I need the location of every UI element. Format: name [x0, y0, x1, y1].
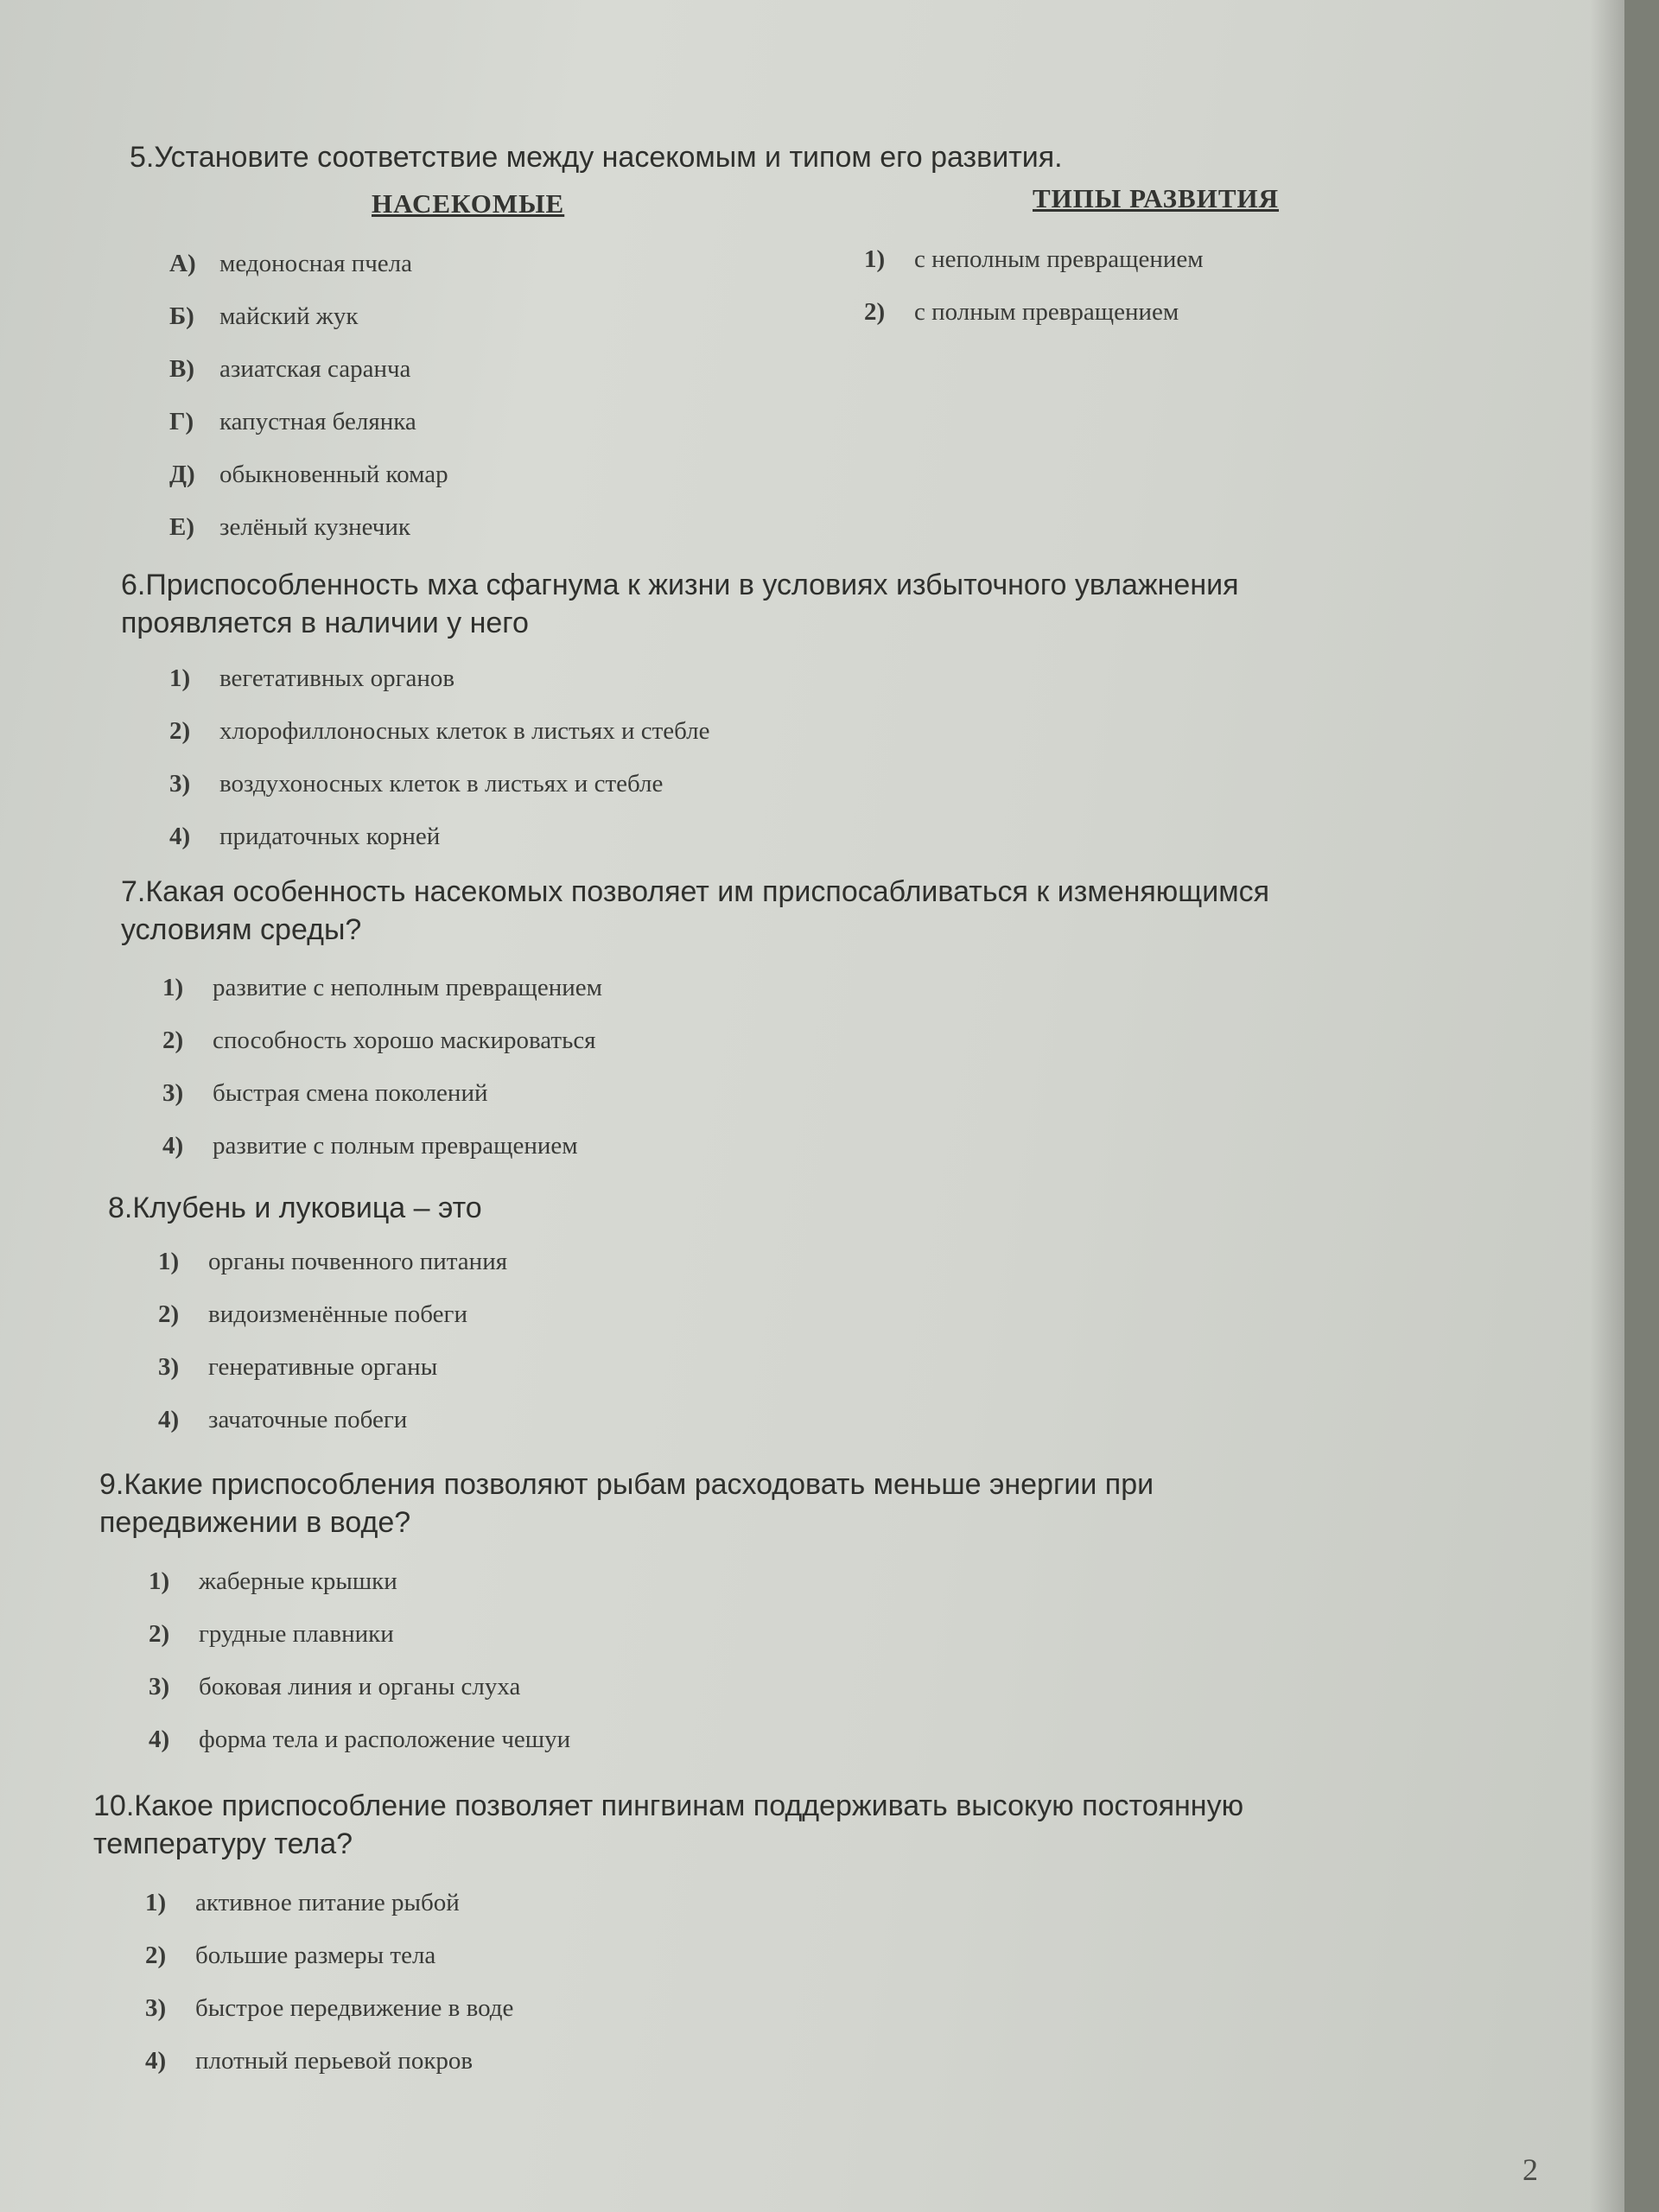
list-item: [158, 1394, 1195, 1446]
option-key: 4): [149, 1726, 170, 1753]
question-8-text: 8.Клубень и луковица – это: [108, 1192, 482, 1224]
question-6: [121, 566, 1624, 642]
option-key: 3): [145, 1994, 167, 2022]
list-item: [169, 705, 1206, 758]
option-key: 2): [149, 1620, 170, 1648]
list-item: [169, 501, 774, 554]
list-item: [169, 810, 1206, 863]
option-key: 2): [162, 1027, 184, 1054]
development-types-column-header: ТИПЫ РАЗВИТИЯ: [1033, 183, 1280, 213]
question-10-options: [145, 1877, 1182, 2088]
option-text: с полным превращением: [914, 298, 1179, 326]
list-item: [162, 1120, 1199, 1173]
option-text: обыкновенный комар: [219, 461, 448, 488]
list-item: [145, 2035, 1182, 2088]
option-text: боковая линия и органы слуха: [199, 1673, 521, 1700]
development-types-list: [864, 233, 1469, 339]
list-item: [169, 652, 1206, 705]
option-text: воздухоносных клеток в листьях и стебле: [219, 770, 664, 798]
option-text: майский жук: [219, 302, 359, 330]
list-item: [864, 286, 1469, 339]
question-5-text: 5.Установите соответствие между насекомым и типом его развития.: [130, 141, 1063, 174]
list-item: [149, 1608, 1185, 1661]
list-item: [864, 233, 1469, 286]
question-6-text-line-1: 6.Приспособленность мха сфагнума к жизни в условиях избыточного увлажнения: [121, 569, 1239, 601]
option-key: Д): [169, 461, 195, 488]
option-text: с неполным превращением: [914, 245, 1204, 273]
question-7: [121, 873, 1624, 949]
list-item: [169, 396, 774, 448]
question-10: [93, 1787, 1614, 1863]
page-number: 2: [1522, 2152, 1538, 2187]
option-key: В): [169, 355, 194, 383]
question-6-text-line-2: проявляется в наличии у него: [121, 607, 529, 639]
option-text: плотный перьевой покров: [195, 2047, 474, 2075]
option-text: развитие с полным превращением: [213, 1132, 578, 1160]
list-item: [145, 1982, 1182, 2035]
option-key: 3): [149, 1673, 170, 1700]
option-key: 4): [162, 1132, 184, 1160]
option-text: грудные плавники: [199, 1620, 394, 1648]
question-9-text-line-1: 9.Какие приспособления позволяют рыбам расходовать меньше энергии при: [99, 1468, 1154, 1501]
option-text: большие размеры тела: [195, 1942, 436, 1969]
option-key: 1): [162, 974, 184, 1001]
option-key: Г): [169, 408, 194, 435]
question-9: [99, 1465, 1620, 1541]
option-key: 2): [145, 1942, 167, 1969]
option-text: способность хорошо маскироваться: [213, 1027, 596, 1054]
option-key: 2): [864, 298, 886, 326]
question-7-text-line-1: 7.Какая особенность насекомых позволяет им приспосабливаться к изменяющимся: [121, 875, 1270, 908]
list-item: [169, 448, 774, 501]
list-item: [145, 1929, 1182, 1982]
option-key: 2): [158, 1300, 180, 1328]
option-key: Б): [169, 302, 194, 330]
list-item: [162, 962, 1199, 1014]
option-text: придаточных корней: [219, 823, 441, 850]
question-7-text-line-2: условиям среды?: [121, 913, 362, 946]
option-key: 1): [158, 1248, 180, 1275]
list-item: [158, 1288, 1195, 1341]
list-item: [149, 1661, 1185, 1713]
question-7-options: [162, 962, 1199, 1173]
option-key: 2): [169, 717, 191, 745]
option-text: форма тела и расположение чешуи: [199, 1726, 571, 1753]
option-text: зачаточные побеги: [208, 1406, 408, 1433]
option-text: развитие с неполным превращением: [213, 974, 603, 1001]
option-key: 4): [158, 1406, 180, 1433]
list-item: [162, 1014, 1199, 1067]
list-item: [149, 1713, 1185, 1766]
option-key: 3): [169, 770, 191, 798]
option-text: зелёный кузнечик: [219, 513, 410, 541]
option-key: 1): [864, 245, 886, 273]
option-text: активное питание рыбой: [195, 1889, 460, 1916]
question-8: [108, 1189, 1624, 1227]
option-key: 4): [145, 2047, 167, 2075]
insects-list: [169, 238, 774, 554]
list-item: [149, 1555, 1185, 1608]
question-10-text-line-2: температуру тела?: [93, 1827, 353, 1860]
option-key: 4): [169, 823, 191, 850]
question-6-options: [169, 652, 1206, 863]
question-10-text-line-1: 10.Какое приспособление позволяет пингвинам поддерживать высокую постоянную: [93, 1789, 1244, 1822]
option-key: А): [169, 250, 196, 277]
option-text: быстрое передвижение в воде: [195, 1994, 514, 2022]
option-text: видоизменённые побеги: [208, 1300, 467, 1328]
list-item: [169, 343, 774, 396]
list-item: [158, 1341, 1195, 1394]
question-9-options: [149, 1555, 1185, 1766]
option-text: органы почвенного питания: [208, 1248, 508, 1275]
option-text: генеративные органы: [208, 1353, 438, 1381]
option-key: 3): [162, 1079, 184, 1107]
option-text: хлорофиллоносных клеток в листьях и стебле: [219, 717, 710, 745]
option-text: капустная белянка: [219, 408, 416, 435]
insects-column-header: НАСЕКОМЫЕ: [372, 188, 565, 219]
option-text: медоносная пчела: [219, 250, 413, 277]
option-text: вегетативных органов: [219, 664, 455, 692]
list-item: [169, 758, 1206, 810]
option-text: азиатская саранча: [219, 355, 411, 383]
question-9-text-line-2: передвижении в воде?: [99, 1506, 411, 1539]
option-key: 3): [158, 1353, 180, 1381]
option-text: жаберные крышки: [199, 1567, 397, 1595]
list-item: [145, 1877, 1182, 1929]
question-8-options: [158, 1236, 1195, 1446]
option-key: 1): [149, 1567, 170, 1595]
list-item: [162, 1067, 1199, 1120]
list-item: [169, 290, 774, 343]
list-item: [169, 238, 774, 290]
list-item: [158, 1236, 1195, 1288]
option-key: 1): [169, 664, 191, 692]
background-edge: [1624, 0, 1659, 2212]
option-key: 1): [145, 1889, 167, 1916]
option-key: Е): [169, 513, 194, 541]
option-text: быстрая смена поколений: [213, 1079, 488, 1107]
